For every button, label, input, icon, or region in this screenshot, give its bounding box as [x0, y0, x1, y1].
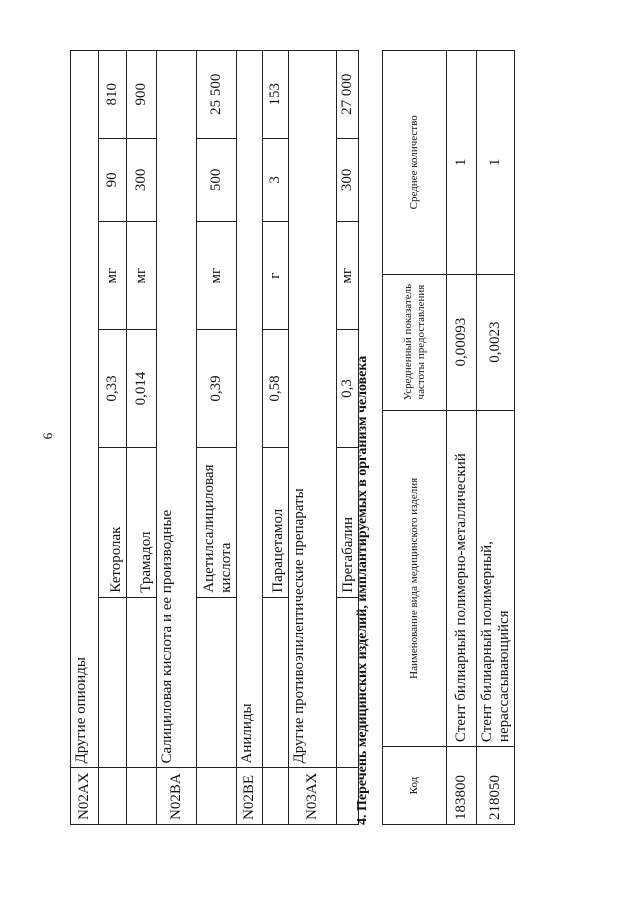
atc-class: Анилиды — [237, 51, 263, 769]
drug-unit: г — [263, 222, 289, 330]
atc-class: Другие опиоиды — [71, 51, 99, 769]
device-name: Стент билиарный полимерный, нерассасывающийся — [477, 410, 515, 747]
device-code: 218050 — [477, 747, 515, 825]
drug-name: Ацетилсалициловая кислота — [197, 448, 237, 598]
atc-code: N02BA — [157, 768, 197, 825]
drug-ddd: 0,39 — [197, 330, 237, 448]
table-row — [157, 51, 197, 825]
table-row — [477, 51, 515, 825]
drug-sdd: 3 — [263, 138, 289, 222]
table-row — [71, 51, 99, 825]
drug-skd: 900 — [127, 51, 157, 139]
drug-skd: 810 — [99, 51, 127, 139]
device-frequency: 0,0023 — [477, 274, 515, 410]
table-row — [237, 51, 263, 825]
drug-ddd: 0,3 — [337, 330, 359, 448]
table-row — [127, 51, 157, 825]
atc-class: Другие противоэпилептические препараты — [289, 51, 337, 769]
column-header-frequency: Усредненный показатель частоты предоставления — [383, 274, 447, 410]
drug-sdd: 300 — [337, 138, 359, 222]
atc-code: N02AX — [71, 768, 99, 825]
device-table — [382, 50, 515, 825]
drug-table — [70, 50, 359, 825]
drug-skd: 153 — [263, 51, 289, 139]
drug-ddd: 0,33 — [99, 330, 127, 448]
header-row — [383, 51, 447, 825]
table-row — [447, 51, 477, 825]
table-row — [99, 51, 127, 825]
drug-name: Прегабалин — [337, 448, 359, 598]
column-header-code: Код — [383, 747, 447, 825]
drug-sdd: 300 — [127, 138, 157, 222]
drug-ddd: 0,014 — [127, 330, 157, 448]
section-title: 4. Перечень медицинских изделий, имплантируемых в организм человека — [355, 355, 370, 825]
drug-unit: мг — [337, 222, 359, 330]
drug-unit: мг — [127, 222, 157, 330]
device-quantity: 1 — [447, 51, 477, 275]
atc-code: N03AX — [289, 768, 337, 825]
drug-unit: мг — [197, 222, 237, 330]
drug-skd: 25 500 — [197, 51, 237, 139]
drug-name: Кеторолак — [99, 448, 127, 598]
drug-name: Трамадол — [127, 448, 157, 598]
column-header-quantity: Среднее количество — [383, 51, 447, 275]
drug-sdd: 90 — [99, 138, 127, 222]
atc-class: Салициловая кислота и ее производные — [157, 51, 197, 769]
table-row — [197, 51, 237, 825]
drug-unit: мг — [99, 222, 127, 330]
table-row — [289, 51, 337, 825]
drug-name: Парацетамол — [263, 448, 289, 598]
device-code: 183800 — [447, 747, 477, 825]
table-row — [263, 51, 289, 825]
device-quantity: 1 — [477, 51, 515, 275]
atc-code: N02BE — [237, 768, 263, 825]
drug-sdd: 500 — [197, 138, 237, 222]
page-number: 9 — [40, 432, 56, 440]
drug-skd: 27 000 — [337, 51, 359, 139]
device-frequency: 0,00093 — [447, 274, 477, 410]
drug-ddd: 0,58 — [263, 330, 289, 448]
column-header-name: Наименование вида медицинского изделия — [383, 410, 447, 747]
device-name: Стент билиарный полимерно-металлический — [447, 410, 477, 747]
